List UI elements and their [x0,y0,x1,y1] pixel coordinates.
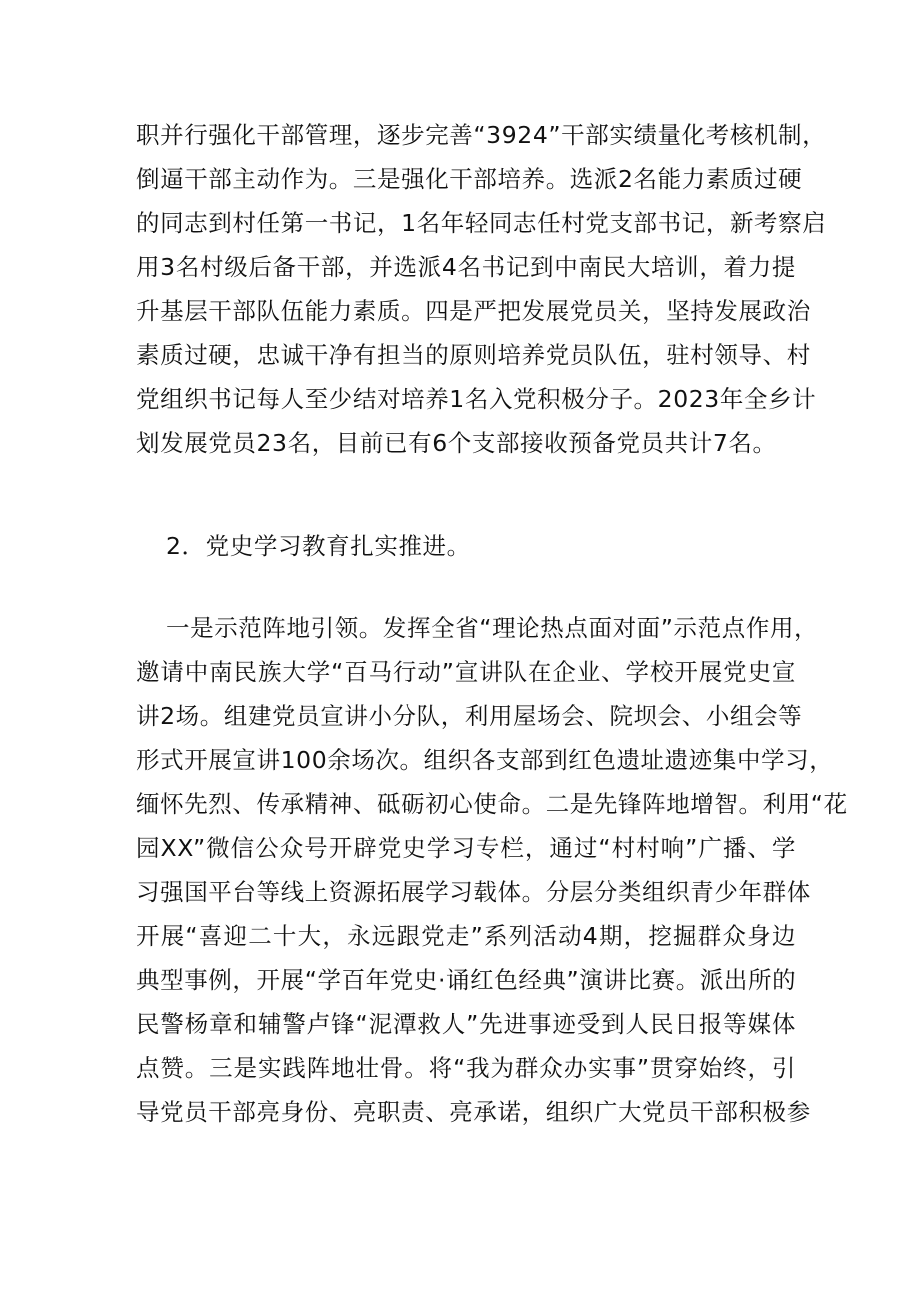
text-line: 倒逼干部主动作为。三是强化干部培养。选派2名能力素质过硬 [136,165,803,193]
text-line: 升基层干部队伍能力素质。四是严把发展党员关，坚持发展政治 [136,297,811,325]
text-line: 形式开展宣讲100余场次。组织各支部到红色遗址遗迹集中学习， [136,746,834,774]
text-line: 开展“喜迎二十大，永远跟党走”系列活动4期，挖掘群众身边 [136,922,796,950]
text-line: 园XX”微信公众号开辟党史学习专栏，通过“村村响”广播、学 [136,834,796,862]
text-line: 习强国平台等线上资源拓展学习载体。分层分类组织青少年群体 [136,878,811,906]
text-line: 党组织书记每人至少结对培养1名入党积极分子。2023年全乡计 [136,385,817,413]
text-line: 划发展党员23名，目前已有6个支部接收预备党员共计7名。 [136,429,777,457]
text-line: 点赞。三是实践阵地壮骨。将“我为群众办实事”贯穿始终，引 [136,1054,796,1082]
section-heading: 2．党史学习教育扎实推进。 [166,532,471,560]
text-line: 职并行强化干部管理，逐步完善“3924”干部实绩量化考核机制， [136,121,827,149]
text-line: 素质过硬，忠诚干净有担当的原则培养党员队伍，驻村领导、村 [136,341,811,369]
text-line: 民警杨章和辅警卢锋“泥潭救人”先进事迹受到人民日报等媒体 [136,1010,796,1038]
text-line: 邀请中南民族大学“百马行动”宣讲队在企业、学校开展党史宣 [136,658,796,686]
text-line: 用3名村级后备干部，并选派4名书记到中南民大培训，着力提 [136,253,796,281]
text-line: 一是示范阵地引领。发挥全省“理论热点面对面”示范点作用， [166,614,819,642]
text-line: 讲2场。组建党员宣讲小分队，利用屋场会、院坝会、小组会等 [136,702,803,730]
text-line: 典型事例，开展“学百年党史·诵红色经典”演讲比赛。派出所的 [136,966,797,994]
text-line: 的同志到村任第一书记，1名年轻同志任村党支部书记，新考察启 [136,209,827,237]
text-line: 导党员干部亮身份、亮职责、亮承诺，组织广大党员干部积极参 [136,1098,811,1126]
text-line: 缅怀先烈、传承精神、砥砺初心使命。二是先锋阵地增智。利用“花 [136,790,848,818]
